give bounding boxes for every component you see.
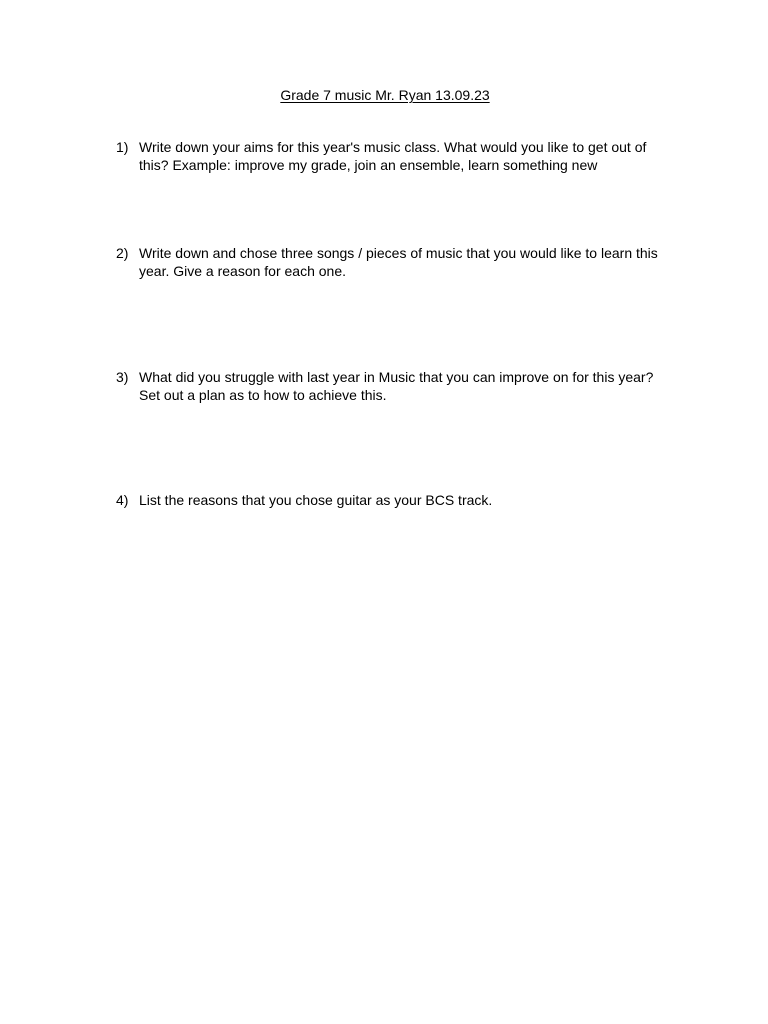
question-number: 2) — [116, 245, 129, 261]
question-text: What did you struggle with last year in Music that you can improve on for this year? Set out a plan as to how to achieve this. — [139, 369, 654, 403]
question-number: 1) — [116, 139, 129, 155]
question-text: List the reasons that you chose guitar as your BCS track. — [139, 492, 493, 508]
question-number: 4) — [116, 492, 129, 508]
question-text: Write down your aims for this year's music class. What would you like to get out of this? Example: improve my grade, join an ensemble, learn something new — [139, 139, 647, 173]
question-number: 3) — [116, 369, 129, 385]
page-title: Grade 7 music Mr. Ryan 13.09.23 — [280, 87, 490, 103]
question-text: Write down and chose three songs / pieces of music that you would like to learn this year. Give a reason for each one. — [139, 245, 658, 279]
